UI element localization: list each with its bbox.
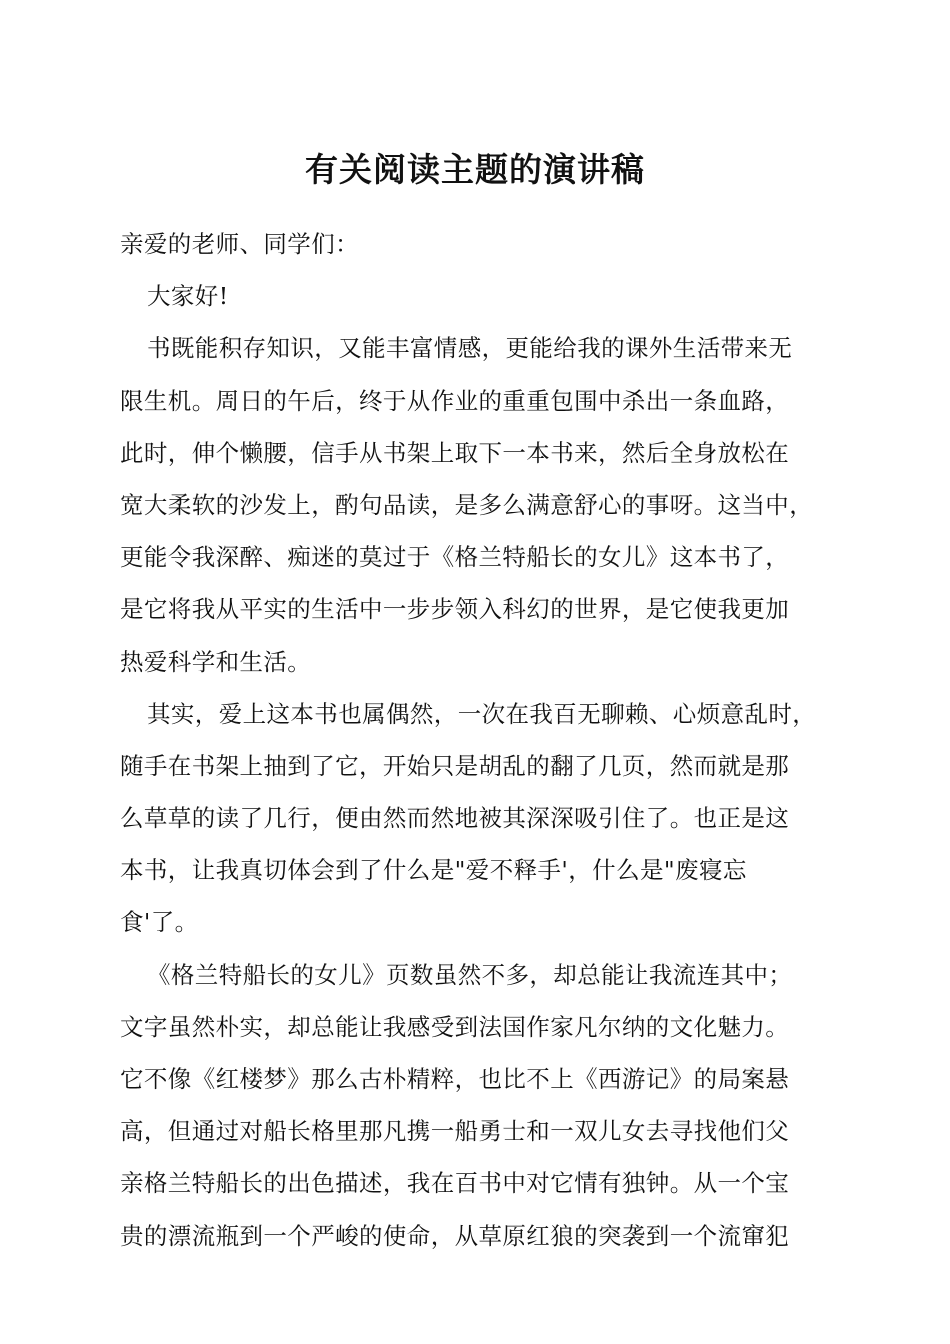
paragraph-line: 此时，伸个懒腰，信手从书架上取下一本书来，然后全身放松在 xyxy=(120,438,790,467)
paragraph-line: 本书，让我真切体会到了什么是"爱不释手'，什么是"废寝忘 xyxy=(120,856,747,885)
paragraph-line: 更能令我深醉、痴迷的莫过于《格兰特船长的女儿》这本书了， xyxy=(120,543,790,572)
paragraph-line: 亲格兰特船长的出色描述，我在百书中对它情有独钟。从一个宝 xyxy=(120,1169,790,1198)
paragraph-line: 贵的漂流瓶到一个严峻的使命，从草原红狼的突袭到一个流窜犯 xyxy=(120,1221,790,1250)
document-body xyxy=(120,218,832,1262)
paragraph-line: 其实，爱上这本书也属偶然，一次在我百无聊赖、心烦意乱时， xyxy=(147,699,817,728)
document-title: 有关阅读主题的演讲稿 xyxy=(305,150,645,189)
salutation: 亲爱的老师、同学们： xyxy=(120,230,359,258)
paragraph-line: 它不像《红楼梦》那么古朴精粹，也比不上《西游记》的局案悬 xyxy=(120,1065,790,1093)
paragraph-line: 书既能积存知识，又能丰富情感，更能给我的课外生活带来无 xyxy=(147,334,793,363)
paragraph-line: 《格兰特船长的女儿》页数虽然不多，却总能让我流连其中； xyxy=(147,960,793,989)
paragraph-3 xyxy=(120,949,832,1262)
paragraph-1 xyxy=(120,322,832,687)
paragraph-line: 高，但通过对船长格里那凡携一船勇士和一双儿女去寻找他们父 xyxy=(120,1117,790,1146)
paragraph-line: 食'了。 xyxy=(120,908,199,937)
paragraph-2 xyxy=(120,688,832,949)
paragraph-line: 随手在书架上抽到了它，开始只是胡乱的翻了几页，然而就是那 xyxy=(120,751,790,780)
paragraph-line: 么草草的读了几行，便由然而然地被其深深吸引住了。也正是这 xyxy=(120,804,790,833)
greeting: 大家好! xyxy=(147,282,229,311)
paragraph-line: 宽大柔软的沙发上，酌句品读，是多么满意舒心的事呀。这当中， xyxy=(120,490,814,519)
paragraph-line: 热爱科学和生活。 xyxy=(120,647,312,676)
paragraph-line: 文字虽然朴实，却总能让我感受到法国作家凡尔纳的文化魅力。 xyxy=(120,1012,790,1041)
paragraph-line: 是它将我从平实的生活中一步步领入科幻的世界，是它使我更加 xyxy=(120,595,790,624)
paragraph-line: 限生机。周日的午后，终于从作业的重重包围中杀出一条血路， xyxy=(120,386,790,415)
